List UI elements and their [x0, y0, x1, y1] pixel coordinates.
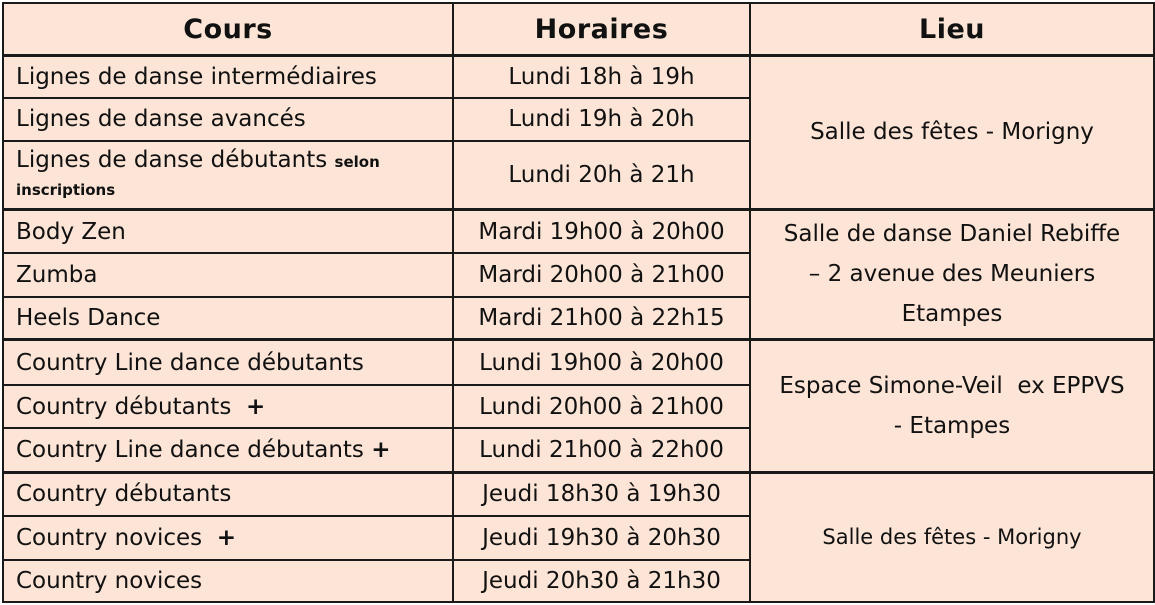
table-row [3, 209, 1154, 253]
place-cell [750, 209, 1154, 340]
place-line: Espace Simone-Veil ex EPPVS [779, 373, 1125, 400]
place-line: – 2 avenue des Meuniers [808, 261, 1096, 288]
time-cell: Lundi 19h00 à 20h00 [453, 340, 750, 385]
time-cell: Jeudi 20h30 à 21h30 [453, 560, 750, 602]
place-line: Salle de danse Daniel Rebiffe [783, 221, 1121, 248]
course-cell: Country Line dance débutants [3, 340, 453, 385]
course-cell [3, 516, 453, 560]
course-cell: Body Zen [3, 209, 453, 253]
time-cell: Lundi 21h00 à 22h00 [453, 428, 750, 472]
course-name: Lignes de danse débutants [16, 146, 328, 173]
time-cell: Jeudi 19h30 à 20h30 [453, 516, 750, 560]
schedule-table [2, 2, 1155, 603]
plus-mark: + [371, 436, 391, 463]
course-name: Country novices [16, 524, 203, 551]
time-cell: Lundi 20h00 à 21h00 [453, 385, 750, 428]
course-cell: Country débutants [3, 472, 453, 515]
place-cell: Salle des fêtes - Morigny [750, 472, 1154, 602]
course-cell: Country novices [3, 560, 453, 602]
course-cell [3, 141, 453, 209]
course-cell: Zumba [3, 253, 453, 296]
table-row [3, 56, 1154, 98]
time-cell: Mardi 19h00 à 20h00 [453, 209, 750, 253]
time-cell: Mardi 21h00 à 22h15 [453, 297, 750, 340]
header-row [3, 3, 1154, 56]
time-cell: Lundi 18h à 19h [453, 56, 750, 98]
place-line: - Etampes [893, 413, 1011, 440]
course-name: Country Line dance débutants [16, 436, 364, 463]
table-row [3, 340, 1154, 385]
header-place: Lieu [750, 3, 1154, 56]
header-course: Cours [3, 3, 453, 56]
course-cell: Lignes de danse avancés [3, 98, 453, 141]
course-name: Country débutants [16, 393, 232, 420]
place-cell [750, 340, 1154, 473]
course-cell [3, 428, 453, 472]
header-time: Horaires [453, 3, 750, 56]
time-cell: Mardi 20h00 à 21h00 [453, 253, 750, 296]
plus-mark: + [245, 393, 266, 420]
course-note-line2: inscriptions [16, 180, 116, 199]
time-cell: Jeudi 18h30 à 19h30 [453, 472, 750, 515]
course-cell: Heels Dance [3, 297, 453, 340]
course-note: selon [334, 152, 380, 171]
place-line: Etampes [901, 301, 1003, 328]
course-cell: Lignes de danse intermédiaires [3, 56, 453, 98]
plus-mark: + [216, 524, 237, 551]
time-cell: Lundi 19h à 20h [453, 98, 750, 141]
table-row [3, 472, 1154, 515]
time-cell: Lundi 20h à 21h [453, 141, 750, 209]
course-cell [3, 385, 453, 428]
place-cell: Salle des fêtes - Morigny [750, 56, 1154, 210]
